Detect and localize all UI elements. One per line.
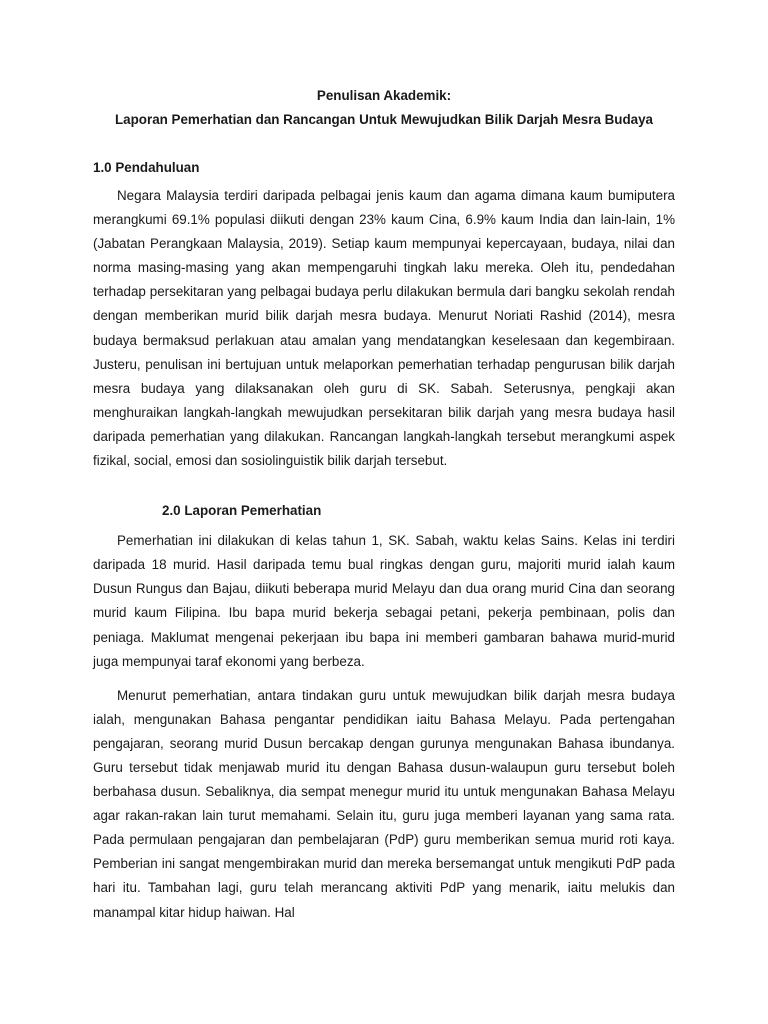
section2-heading: 2.0 Laporan Pemerhatian	[162, 503, 322, 519]
section2-paragraph1: Pemerhatian ini dilakukan di kelas tahun 1, SK. Sabah, waktu kelas Sains. Kelas ini terdiri daripada 18 murid. Hasil daripada temu bual ringkas dengan guru, majoriti murid ialah kaum Dusun Rungus dan Bajau, diikuti beberapa murid Melayu dan dua orang murid Cina dan seorang murid kaum Filipina. Ibu bapa murid bekerja sebagai petani, pekerja pembinaan, polis dan peniaga. Maklumat mengenai pekerjaan ibu bapa ini memberi gambaran bahawa murid-murid juga mempunyai taraf ekonomi yang berbeza.	[93, 533, 675, 669]
document-title-line2: Laporan Pemerhatian dan Rancangan Untuk Mewujudkan Bilik Darjah Mesra Budaya	[115, 112, 653, 127]
section1-paragraph: Negara Malaysia terdiri daripada pelbagai jenis kaum dan agama dimana kaum bumiputera merangkumi 69.1% populasi diikuti dengan 23% kaum Cina, 6.9% kaum India dan lain-lain, 1% (Jabatan Perangkaan Malaysia, 2019). Setiap kaum mempunyai kepercayaan, budaya, nilai dan norma masing-masing yang akan mempengaruhi tingkah laku mereka. Oleh itu, pendedahan terhadap persekitaran yang pelbagai budaya perlu dilakukan bermula dari bangku sekolah rendah dengan memberikan murid bilik darjah mesra budaya. Menurut Noriati Rashid (2014), mesra budaya bermaksud perlakuan atau amalan yang mendatangkan keselesaan dan kegembiraan. Justeru, penulisan ini bertujuan untuk melaporkan pemerhatian terhadap pengurusan bilik darjah mesra budaya yang dilaksanakan oleh guru di SK. Sabah. Seterusnya, pengkaji akan menghuraikan langkah-langkah mewujudkan persekitaran bilik darjah yang mesra budaya hasil daripada pemerhatian yang dilakukan. Rancangan langkah-langkah tersebut merangkumi aspek fizikal, social, emosi dan sosiolinguistik bilik darjah tersebut.	[93, 188, 675, 469]
section1-heading: 1.0 Pendahuluan	[93, 160, 200, 175]
section2-paragraph2: Menurut pemerhatian, antara tindakan guru untuk mewujudkan bilik darjah mesra budaya ialah, mengunakan Bahasa pengantar pendidikan iaitu Bahasa Melayu. Pada pertengahan pengajaran, seorang murid Dusun bercakap dengan gurunya mengunakan Bahasa ibundanya. Guru tersebut tidak menjawab murid itu dengan Bahasa dusun-walaupun guru tersebut boleh berbahasa dusun. Sebaliknya, dia sempat menegur murid itu untuk mengunakan Bahasa Melayu agar rakan-rakan lain turut memahami. Selain itu, guru juga memberi layanan yang sama rata. Pada permulaan pengajaran dan pembelajaran (PdP) guru memberikan semua murid roti kaya. Pemberian ini sangat mengembirakan murid dan mereka bersemangat untuk mengikuti PdP pada hari itu. Tambahan lagi, guru telah merancang aktiviti PdP yang menarik, iaitu melukis dan manampal kitar hidup haiwan. Hal	[93, 687, 675, 920]
document-title-line1: Penulisan Akademik:	[316, 88, 452, 103]
document-page	[93, 84, 675, 935]
